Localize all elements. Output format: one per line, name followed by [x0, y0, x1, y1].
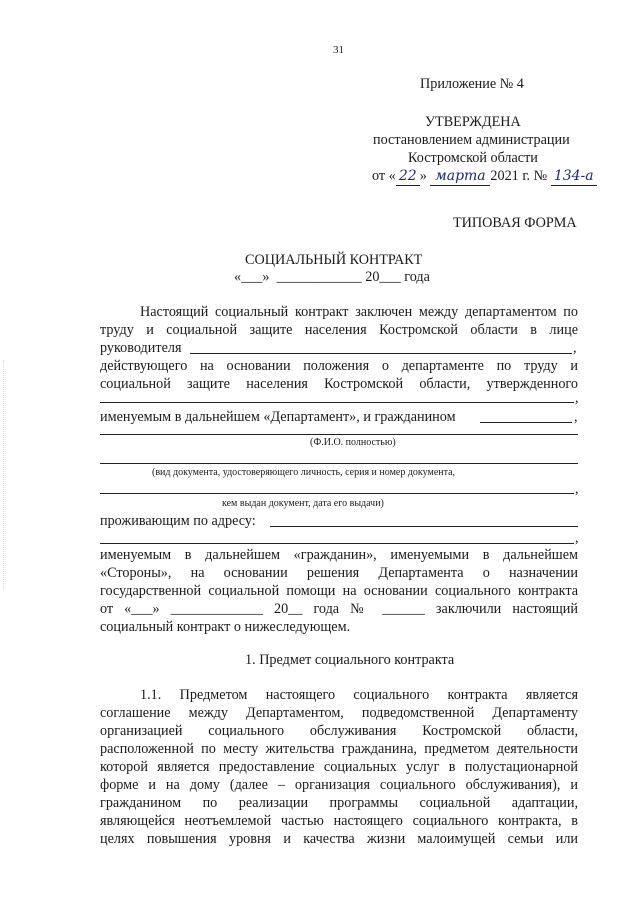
section-1-line-6: форме и на дому (далее – организация социального обслуживания), и: [100, 777, 578, 793]
section-1-line-9: целях повышения уровня и качества жизни малоимущей семьи или: [100, 831, 578, 847]
section-1-line-5: которой является предоставление социальных услуг в полустационарной: [100, 759, 578, 775]
named-line-5: социальный контракт о нижеследующем.: [100, 619, 351, 635]
caption-id-document: (вид документа, удостоверяющего личность, серия и номер документа,: [152, 467, 456, 478]
contract-date-word: года: [404, 269, 430, 285]
contract-title: СОЦИАЛЬНЫЙ КОНТРАКТ: [245, 252, 423, 268]
address-blank-2: [100, 543, 574, 544]
issued-by-blank: [100, 493, 574, 494]
address-end: ,: [575, 530, 579, 546]
decree-date-line: [372, 167, 597, 186]
decree-number: 134-а: [551, 167, 597, 186]
id-document-blank: [100, 463, 578, 464]
section-1-line-8: являющейся неотъемлемой частью настоящего социального контракта, в: [100, 813, 578, 829]
citizen-fio-blank: [100, 434, 578, 435]
decree-date-day: 22: [396, 167, 420, 186]
citizen-blank-short: [480, 422, 572, 423]
intro-line-6-end: ,: [575, 390, 579, 406]
contract-date-day: «___»: [234, 269, 270, 285]
appendix-label: Приложение № 4: [420, 76, 524, 92]
decree-date-prefix: от «: [372, 168, 396, 184]
named-line-3: государственной социальной помощи на основании социального контракта: [100, 583, 578, 599]
intro-line-7: именуемым в дальнейшем «Департамент», и гражданином: [100, 409, 456, 425]
form-type-label: ТИПОВАЯ ФОРМА: [453, 215, 577, 231]
manager-name-blank: [190, 353, 572, 354]
intro-line-3-end: ,: [573, 340, 577, 356]
section-1-line-4: расположенной по месту жительства гражданина, предметом деятельности: [100, 741, 578, 757]
page-number: 31: [333, 44, 344, 56]
address-blank: [270, 526, 578, 527]
approved-label: УТВЕРЖДЕНА: [425, 114, 521, 130]
section-1-heading: 1. Предмет социального контракта: [245, 652, 455, 668]
intro-line-5: социальной защите населения Костромской области, утвержденного: [100, 376, 578, 392]
scan-margin-mark: [3, 360, 10, 590]
section-1-line-7: гражданином по реализации программы социальной адаптации,: [100, 795, 578, 811]
decree-date-month: марта: [430, 167, 490, 186]
section-1-line-1: 1.1. Предметом настоящего социального контракта является: [140, 687, 578, 703]
section-1-line-2: соглашение между Департаментом, подведомственной Департаменту: [100, 705, 578, 721]
intro-line-4: действующего на основании положения о департаменте по труду и: [100, 358, 578, 374]
decree-line-2: Костромской области: [408, 150, 538, 166]
intro-line-1: Настоящий социальный контракт заключен между департаментом по: [140, 304, 578, 320]
approval-blank: [100, 402, 574, 403]
decree-date-year: 2021 г. №: [490, 168, 548, 184]
intro-line-2: труду и социальной защите населения Костромской области в лице: [100, 322, 578, 338]
named-line-1: именуемым в дальнейшем «гражданин», именуемыми в дальнейшем: [100, 547, 578, 563]
intro-line-7-end: ,: [574, 409, 578, 425]
issued-line-end: ,: [575, 481, 579, 497]
intro-line-3: руководителя: [100, 340, 182, 356]
section-1-line-3: организацией социального обслуживания Костромской области,: [100, 723, 578, 739]
caption-fio: (Ф.И.О. полностью): [310, 437, 396, 448]
named-line-4: от «___» _____________ 20__ года № ______ заключили настоящий: [100, 601, 578, 617]
address-label: проживающим по адресу:: [100, 513, 256, 529]
decree-date-mid: »: [419, 168, 427, 184]
contract-date-year: 20___: [365, 269, 401, 285]
contract-date-line: [234, 268, 430, 286]
named-line-2: «Стороны», на основании решения Департамента о назначении: [100, 565, 578, 581]
caption-issued-by: кем выдан документ, дата его выдачи): [222, 498, 384, 509]
contract-date-month: ____________: [276, 269, 362, 285]
decree-line-1: постановлением администрации: [373, 132, 570, 148]
